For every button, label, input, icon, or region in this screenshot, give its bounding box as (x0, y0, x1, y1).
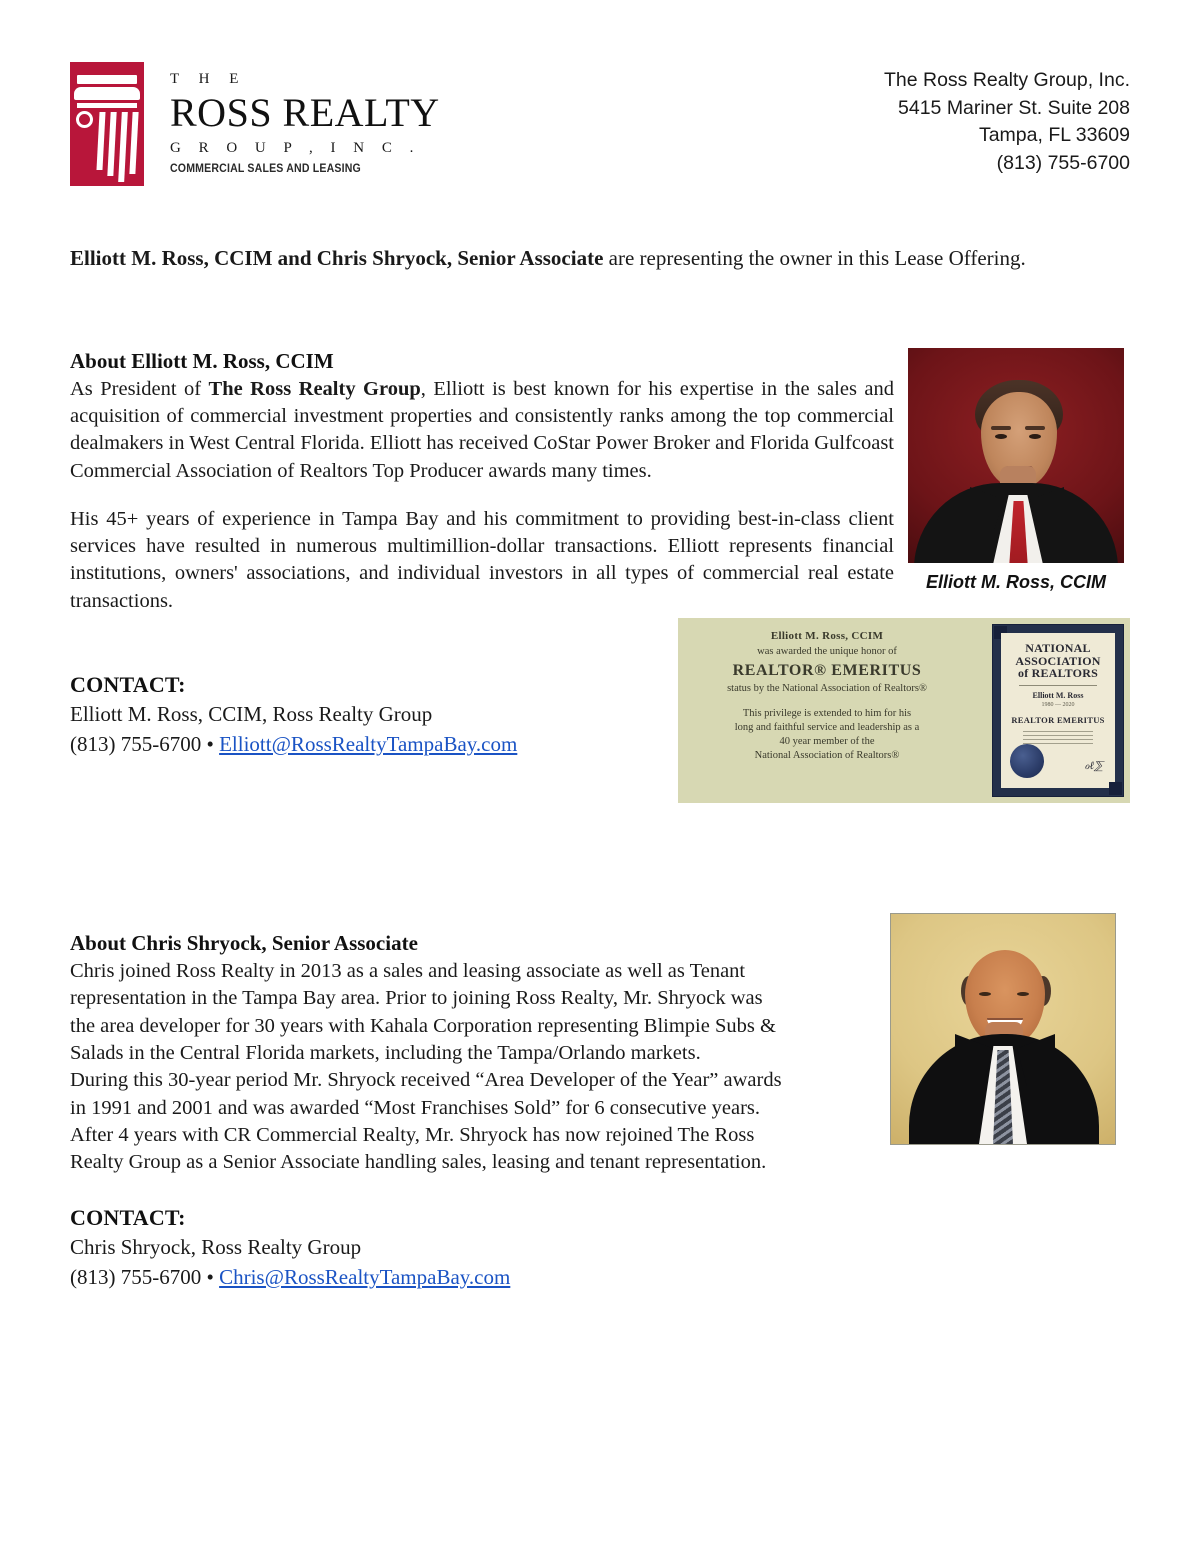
logo-tagline: COMMERCIAL SALES AND LEASING (170, 161, 361, 176)
plaque-paper (1001, 633, 1115, 788)
logo-group-inc-text: G R O U P , I N C . (170, 140, 421, 157)
address-company: The Ross Realty Group, Inc. (883, 69, 1130, 91)
plaque-award-title: REALTOR EMERITUS (1011, 714, 1105, 725)
chris-bio-line: in 1991 and 2001 and was awarded “Most Franchises Sold” for 6 consecutive years. (70, 1096, 760, 1119)
elliott-p1-bold: The Ross Realty Group (208, 377, 421, 400)
chris-email-link[interactable]: Chris@RossRealtyTampaBay.com (219, 1264, 511, 1289)
photo-eye (979, 992, 991, 996)
plaque-body-lines (1009, 731, 1107, 744)
chris-bio-line: After 4 years with CR Commercial Realty, Mr. Shryock has now rejoined The Ross (70, 1124, 755, 1147)
plaque-recipient-name: Elliott M. Ross (1032, 690, 1084, 700)
certificate-text-panel (678, 618, 976, 803)
photo-eyebrow (1025, 426, 1045, 430)
page-header (0, 0, 1200, 210)
contact-separator: • (201, 1264, 220, 1289)
photo-eyebrow (991, 426, 1011, 430)
address-phone: (813) 755-6700 (996, 152, 1130, 175)
photo-eye (995, 434, 1007, 439)
certificate-line-2: was awarded the unique honor of (757, 646, 897, 657)
intro-remainder: are representing the owner in this Lease Offering. (603, 246, 1026, 270)
elliott-contact-block (70, 672, 517, 760)
intro-statement (70, 245, 1070, 272)
column-band (77, 103, 137, 108)
elliott-headshot-photo (908, 348, 1124, 563)
column-flute (96, 112, 105, 170)
elliott-heading: About Elliott M. Ross, CCIM (70, 349, 334, 373)
elliott-bio-text (70, 348, 894, 615)
ionic-column-logo-icon (70, 62, 144, 186)
column-flute (129, 112, 138, 174)
certificate-line-5: This privilege is extended to him for his (742, 708, 912, 719)
plaque-dates: 1980 — 2020 (1041, 701, 1075, 708)
column-echinus (74, 87, 140, 100)
elliott-email-link[interactable]: Elliott@RossRealtyTampaBay.com (219, 731, 518, 756)
chris-contact-heading: CONTACT: (70, 1205, 186, 1230)
elliott-p1-post: , Elliott is best known for his expertise in the sales and acquisition of commercial investment properties and consistently ranks among the top commercial dealmakers in West Central Florida. Elliott has received CoStar Power Broker and Florida Gulfcoast Commercial Association of Realtors Top Producer awards many times. (70, 377, 894, 482)
framed-plaque (992, 624, 1124, 797)
photo-eye (1017, 992, 1029, 996)
elliott-phone: (813) 755-6700 (70, 731, 202, 756)
chris-phone: (813) 755-6700 (70, 1264, 202, 1289)
column-abacus (77, 75, 137, 84)
certificate-line-7: 40 year member of the (779, 736, 875, 747)
logo-the-text: T H E (170, 71, 247, 87)
chris-heading: About Chris Shryock, Senior Associate (70, 931, 418, 955)
chris-headshot-photo (890, 913, 1116, 1145)
plaque-org-line-2: ASSOCIATION (1015, 653, 1101, 668)
address-street: 5415 Mariner St. Suite 208 (898, 96, 1130, 119)
elliott-paragraph-1 (70, 376, 894, 485)
elliott-contact-heading: CONTACT: (70, 672, 186, 697)
chris-contact-name: Chris Shryock, Ross Realty Group (70, 1235, 362, 1259)
plaque-text-line (1023, 743, 1093, 744)
certificate-line-3: REALTOR® EMERITUS (732, 662, 922, 679)
logo-wordmark (170, 62, 440, 175)
address-city-state-zip: Tampa, FL 33609 (978, 124, 1130, 147)
elliott-contact-name: Elliott M. Ross, CCIM, Ross Realty Group (70, 702, 433, 726)
plaque-seal-icon (1010, 744, 1044, 778)
plaque-signature: ℴℓ⅀ (1084, 760, 1103, 772)
plaque-text-line (1023, 731, 1093, 732)
intro-agent-names: Elliott M. Ross, CCIM and Chris Shryock, Senior Associate (70, 246, 604, 270)
contact-separator: • (201, 731, 220, 756)
plaque-text-line (1023, 739, 1093, 740)
column-volute (76, 111, 93, 128)
chris-bio-line: Chris joined Ross Realty in 2013 as a sales and leasing associate as well as Tenant (70, 959, 746, 982)
realtor-emeritus-certificate-image (678, 618, 1130, 803)
column-flute (107, 112, 116, 176)
plaque-text-line (1023, 735, 1093, 736)
photo-eye (1029, 434, 1041, 439)
certificate-line-1: Elliott M. Ross, CCIM (770, 630, 884, 642)
chris-bio-line: the area developer for 30 years with Kahala Corporation representing Blimpie Subs & (70, 1014, 776, 1037)
certificate-line-4: status by the National Association of Realtors® (727, 683, 927, 694)
chris-bio-line: Realty Group as a Senior Associate handling sales, leasing and tenant representation. (70, 1151, 767, 1174)
chris-bio-line: Salads in the Central Florida markets, including the Tampa/Orlando markets. (70, 1041, 701, 1064)
elliott-p1-pre: As President of (70, 377, 209, 400)
chris-contact-phone-email (70, 1263, 510, 1293)
chris-bio-line: representation in the Tampa Bay area. Prior to joining Ross Realty, Mr. Shryock was (70, 987, 763, 1010)
elliott-contact-phone-email (70, 730, 517, 760)
plaque-divider (1019, 685, 1097, 686)
column-flute (118, 112, 128, 182)
logo-company-name: ROSS REALTY (170, 90, 440, 135)
certificate-line-6: long and faithful service and leadership as a (734, 722, 920, 733)
certificate-line-8: National Association of Realtors® (754, 750, 900, 761)
elliott-photo-caption: Elliott M. Ross, CCIM (926, 572, 1106, 592)
chris-bio-text (70, 930, 830, 1177)
elliott-photo-block (908, 348, 1124, 593)
plaque-org-line-3: of REALTORS (1018, 666, 1098, 681)
elliott-paragraph-2: His 45+ years of experience in Tampa Bay and his commitment to providing best-in-class client services have resulted in numerous multimillion-dollar transactions. Elliott represents financial institutions, owners' associations, and individual investors in all types of commercial real estate transactions. (70, 507, 894, 612)
chris-bio-line: During this 30-year period Mr. Shryock received “Area Developer of the Year” awards (70, 1069, 782, 1092)
plaque-org-line-1: NATIONAL (1025, 641, 1091, 655)
company-logo (70, 62, 440, 186)
chris-contact-block (70, 1205, 510, 1293)
header-address-block (884, 67, 1130, 178)
